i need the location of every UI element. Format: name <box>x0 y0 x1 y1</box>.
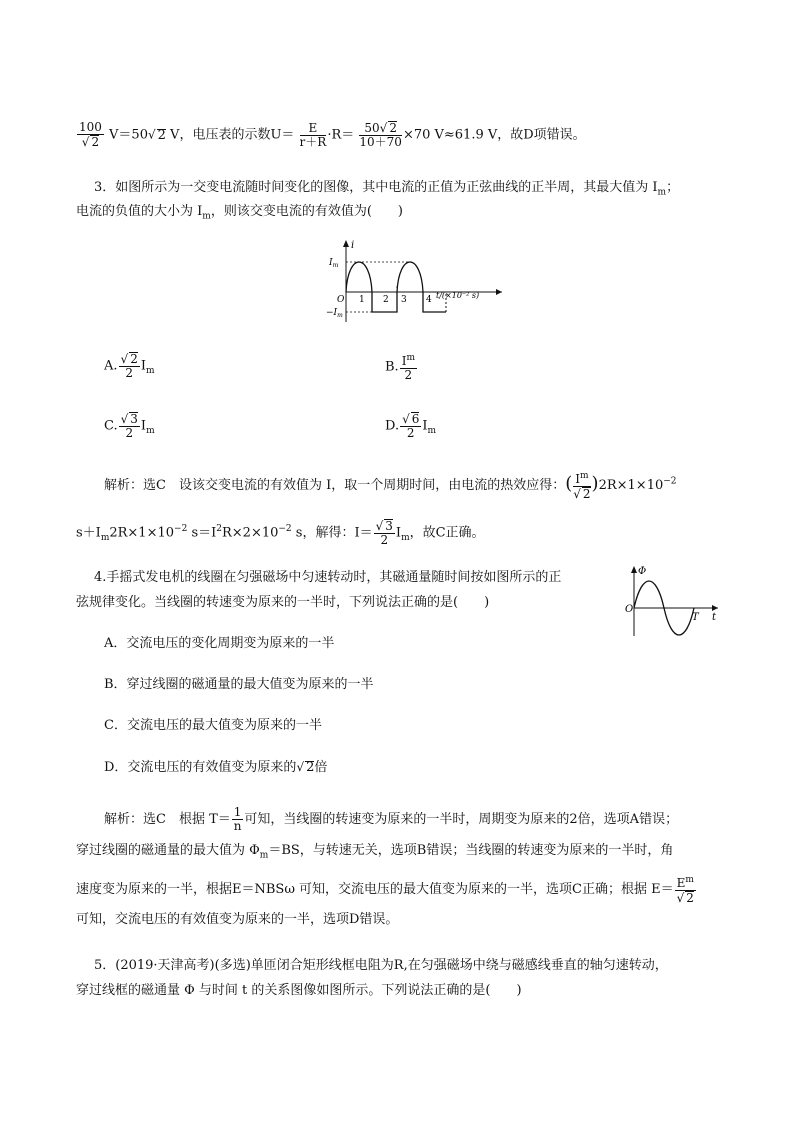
q4-analysis-line3: 速度变为原来的一半，根据E＝NBSω 可知，交流电压的最大值变为原来的一半，选项C正确；根据 E＝ $\frac{E^m}{√ 2}$ <box>76 875 694 905</box>
q3-analysis-line2: $s+I_m2R\times 1\times 10^{-2}$ $s=I^2R\times 2\times 10^{-2}$ s，解得：I＝ $\frac{√ 3}{2}$ $I_m$，故C正确。 <box>76 519 485 547</box>
q4-option-d[interactable]: D．交流电压的有效值变为原来的√ 2倍 <box>104 760 328 775</box>
q3-tick-4: 4 <box>426 295 432 305</box>
q3-option-c[interactable]: C. $\frac{√ 3}{2}$ $I_m$ <box>104 412 155 440</box>
q5-stem-line2: 穿过线框的磁通量 Φ 与时间 t 的关系图像如图所示。下列说法正确的是( ) <box>76 983 522 998</box>
q3-current-graph <box>326 238 506 324</box>
q4-analysis-line1: 解析：选C 根据 T＝ $\frac{1}{n}$ 可知，当线圈的转速变为原来的一半时，周期变为原来的2倍，选项A错误； <box>104 805 679 833</box>
fraction-100-over-sqrt2: $\frac{100}{√ 2}$ <box>79 120 102 149</box>
q4-stem-line1: 4.手摇式发电机的线圈在匀强磁场中匀速转动时，其磁通量随时间按如图所示的正 <box>94 570 562 585</box>
fraction-50sqrt2-over-80: $\frac{50√ 2}{10+70}$ <box>359 121 402 149</box>
q4-period-label: T <box>692 612 699 623</box>
q3-im-label: $I_m$ <box>329 258 339 269</box>
q4-option-a[interactable]: A．交流电压的变化周期变为原来的一半 <box>104 636 335 651</box>
q3-stem-line2: 电流的负值的大小为 $I_m$，则该交变电流的有效值为( ) <box>76 204 403 222</box>
q3-stem-line1: 3．如图所示为一交变电流随时间变化的图像，其中电流的正值为正弦曲线的正半周，其最大值为 $I_m$； <box>94 180 680 198</box>
q4-stem-line2: 弦规律变化。当线圈的转速变为原来的一半时，下列说法正确的是( ) <box>76 595 490 610</box>
q4-origin-label: O <box>625 604 634 615</box>
q5-stem-line1: 5．(2019·天津高考)(多选)单匝闭合矩形线框电阻为R,在匀强磁场中绕与磁感线垂直的轴匀速转动， <box>94 958 668 973</box>
q3-option-b[interactable]: B. $\frac{I^m}{2}$ <box>385 353 415 382</box>
q4-analysis-line4: 可知，交流电压的有效值变为原来的一半，选项D错误。 <box>76 912 399 927</box>
q3-option-a[interactable]: A. $\frac{√ 2}{2}$ $I_m$ <box>104 352 155 380</box>
q3-analysis-line1: 解析：选C 设该交变电流的有效值为 I，取一个周期时间，由电流的热效应得：( $\frac{I^m}{√ 2}$ )$2R\times 1\times 10^{-2}$ <box>104 471 677 501</box>
q4-axis-phi-label: Φ <box>638 566 647 577</box>
q3-axis-i-label: i <box>351 240 355 251</box>
q3-axis-t-label: t/(×10⁻² s) <box>436 291 480 300</box>
q4-flux-graph <box>622 562 722 638</box>
q4-option-b[interactable]: B．穿过线圈的磁通量的最大值变为原来的一半 <box>104 677 374 692</box>
q3-tick-1: 1 <box>359 295 365 305</box>
fraction-e-over-r-plus-r: $\frac{E}{r+R}$ <box>299 120 327 149</box>
q3-neg-im-label: $-I_m$ <box>326 308 343 319</box>
q4-axis-t-label: t <box>712 612 717 623</box>
q3-option-d[interactable]: D. $\frac{√ 6}{2}$ $I_m$ <box>385 412 437 440</box>
q3-tick-2: 2 <box>383 295 389 305</box>
q3-tick-3: 3 <box>401 295 407 305</box>
q4-analysis-line2: 穿过线圈的磁通量的最大值为 $\Phi_m=BS$，与转速无关，选项B错误；当线圈的转速变为原来的一半时，角 <box>76 843 674 861</box>
q4-option-c[interactable]: C．交流电压的最大值变为原来的一半 <box>104 718 322 733</box>
previous-solution-tail: $\frac{100}{√ 2}$ V＝50√ 2 V，电压表的示数U＝ $\frac{E}{r+R}$ ·R＝ $\frac{50√ 2}{10+70}$ ×70 V≈61.9 V，故D项错误。 <box>79 120 586 149</box>
q3-origin-label: O <box>337 295 345 305</box>
